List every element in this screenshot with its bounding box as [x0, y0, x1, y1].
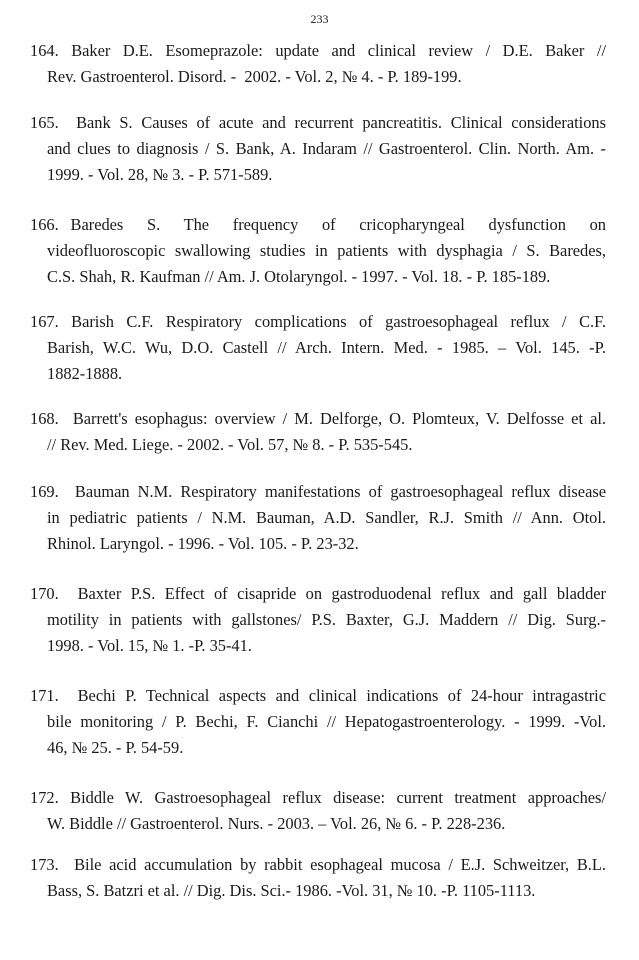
reference-line: bile monitoring / P. Bechi, F. Cianchi // Hepatogastroenterology. - 1999. -Vol. — [47, 712, 606, 731]
reference-line: 167. Barish C.F. Respiratory complications of gastroesophageal reflux / C.F. — [30, 312, 606, 331]
reference-line: 170. Baxter P.S. Effect of cisapride on gastroduodenal reflux and gall bladder — [30, 584, 606, 603]
reference-line: 1882-1888. — [47, 364, 123, 383]
reference-line: 172. Biddle W. Gastroesophageal reflux disease: current treatment approaches/ — [30, 788, 606, 807]
reference-line: 171. Bechi P. Technical aspects and clinical indications of 24-hour intragastric — [30, 686, 606, 705]
reference-172 — [30, 785, 606, 837]
reference-line: 165. Bank S. Causes of acute and recurrent pancreatitis. Clinical considerations — [30, 113, 606, 132]
reference-171 — [30, 683, 606, 761]
reference-line: 169. Bauman N.M. Respiratory manifestations of gastroesophageal reflux disease — [30, 482, 606, 501]
reference-line: // Rev. Med. Liege. - 2002. - Vol. 57, № 8. - P. 535-545. — [47, 435, 413, 454]
reference-line: 168. Barrett's esophagus: overview / M. Delforge, O. Plomteux, V. Delfosse et al. — [30, 409, 606, 428]
reference-164 — [30, 38, 606, 90]
reference-line: 1998. - Vol. 15, № 1. -P. 35-41. — [47, 636, 252, 655]
reference-line: Rev. Gastroenterol. Disord. - 2002. - Vol. 2, № 4. - P. 189-199. — [47, 67, 462, 86]
reference-167 — [30, 309, 606, 387]
reference-165 — [30, 110, 606, 188]
reference-line: Barish, W.C. Wu, D.O. Castell // Arch. Intern. Med. - 1985. – Vol. 145. -P. — [47, 338, 606, 357]
reference-line: videofluoroscopic swallowing studies in patients with dysphagia / S. Baredes, — [47, 241, 606, 260]
reference-170 — [30, 581, 606, 659]
reference-173 — [30, 852, 606, 904]
reference-169 — [30, 479, 606, 557]
reference-line: 173. Bile acid accumulation by rabbit esophageal mucosa / E.J. Schweitzer, B.L. — [30, 855, 606, 874]
reference-line: motility in patients with gallstones/ P.S. Baxter, G.J. Maddern // Dig. Surg.- — [47, 610, 606, 629]
reference-line: 46, № 25. - P. 54-59. — [47, 738, 184, 757]
reference-line: and clues to diagnosis / S. Bank, A. Indaram // Gastroenterol. Clin. North. Am. - — [47, 139, 606, 158]
reference-line: C.S. Shah, R. Kaufman // Am. J. Otolaryngol. - 1997. - Vol. 18. - P. 185-189. — [47, 267, 551, 286]
reference-166 — [30, 212, 606, 290]
reference-line: Rhinol. Laryngol. - 1996. - Vol. 105. - P. 23-32. — [47, 534, 359, 553]
reference-line: in pediatric patients / N.M. Bauman, A.D. Sandler, R.J. Smith // Ann. Otol. — [47, 508, 606, 527]
reference-168 — [30, 406, 606, 458]
reference-line: 164. Baker D.E. Esomeprazole: update and clinical review / D.E. Baker // — [30, 41, 606, 60]
reference-line: 1999. - Vol. 28, № 3. - P. 571-589. — [47, 165, 273, 184]
reference-line: 166. Baredes S. The frequency of cricopharyngeal dysfunction on — [30, 215, 606, 234]
reference-line: Bass, S. Batzri et al. // Dig. Dis. Sci.- 1986. -Vol. 31, № 10. -P. 1105-1113. — [47, 881, 536, 900]
page-number: 233 — [310, 12, 329, 26]
reference-line: W. Biddle // Gastroenterol. Nurs. - 2003. – Vol. 26, № 6. - P. 228-236. — [47, 814, 506, 833]
